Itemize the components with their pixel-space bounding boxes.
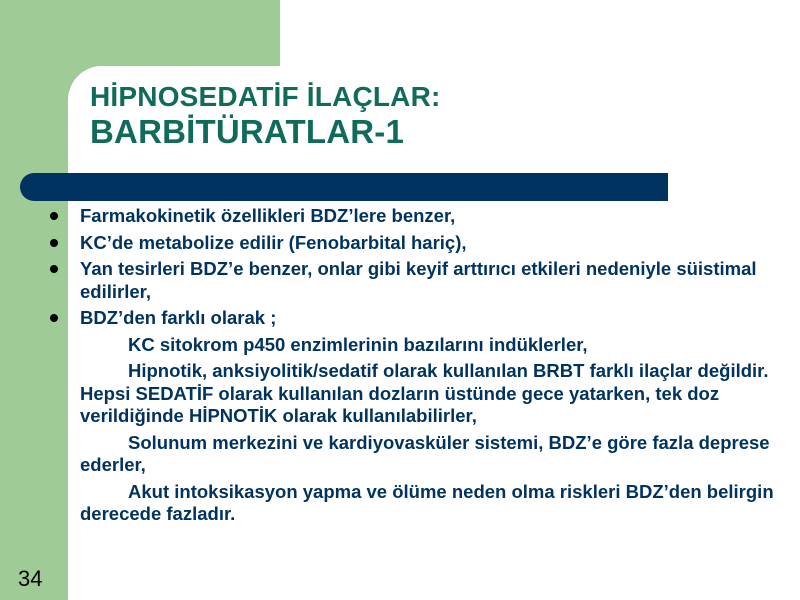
bullet-dot-icon [50, 314, 58, 322]
bullet-text: Farmakokinetik özellikleri BDZ’lere benzer, [80, 205, 456, 226]
bullet-item [48, 307, 788, 330]
sub-item: KC sitokrom p450 enzimlerinin bazılarını indüklerler, [128, 333, 588, 355]
title-line-2: BARBİTÜRATLAR-1 [90, 113, 405, 151]
bullet-dot-icon [50, 212, 58, 220]
bullet-text: BDZ’den farklı olarak ; [80, 307, 277, 328]
sub-item: Solunum merkezini ve kardiyovasküler sistemi, BDZ’e göre fazla deprese ederler, [80, 431, 770, 475]
bullet-text: Yan tesirleri BDZ’e benzer, onlar gibi keyif arttırıcı etkileri nedeniyle süistimal edilirler, [80, 258, 757, 302]
slide-title [90, 80, 441, 152]
title-divider-bar [20, 173, 668, 201]
sub-item: Hipnotik, anksiyolitik/sedatif olarak kullanılan BRBT farklı ilaçlar değildir. Hepsi SEDATİF olarak kullanılan dozların üstünde gece yatarken, tek doz verildiğinde HİPNOTİK olarak kullanılabilirler, [80, 360, 769, 426]
bullet-text: KC’de metabolize edilir (Fenobarbital hariç), [80, 231, 467, 253]
bullet-dot-icon [50, 265, 58, 273]
bullet-dot-icon [50, 239, 58, 247]
page-number: 34 [18, 566, 43, 591]
bullet-item [48, 258, 788, 303]
slide-body [48, 205, 788, 530]
bullet-item [48, 205, 788, 228]
sub-item: Akut intoksikasyon yapma ve ölüme neden olma riskleri BDZ’den belirgin derecede fazladır. [80, 480, 774, 524]
bullet-item [48, 232, 788, 255]
title-line-1: HİPNOSEDATİF İLAÇLAR: [90, 81, 441, 112]
